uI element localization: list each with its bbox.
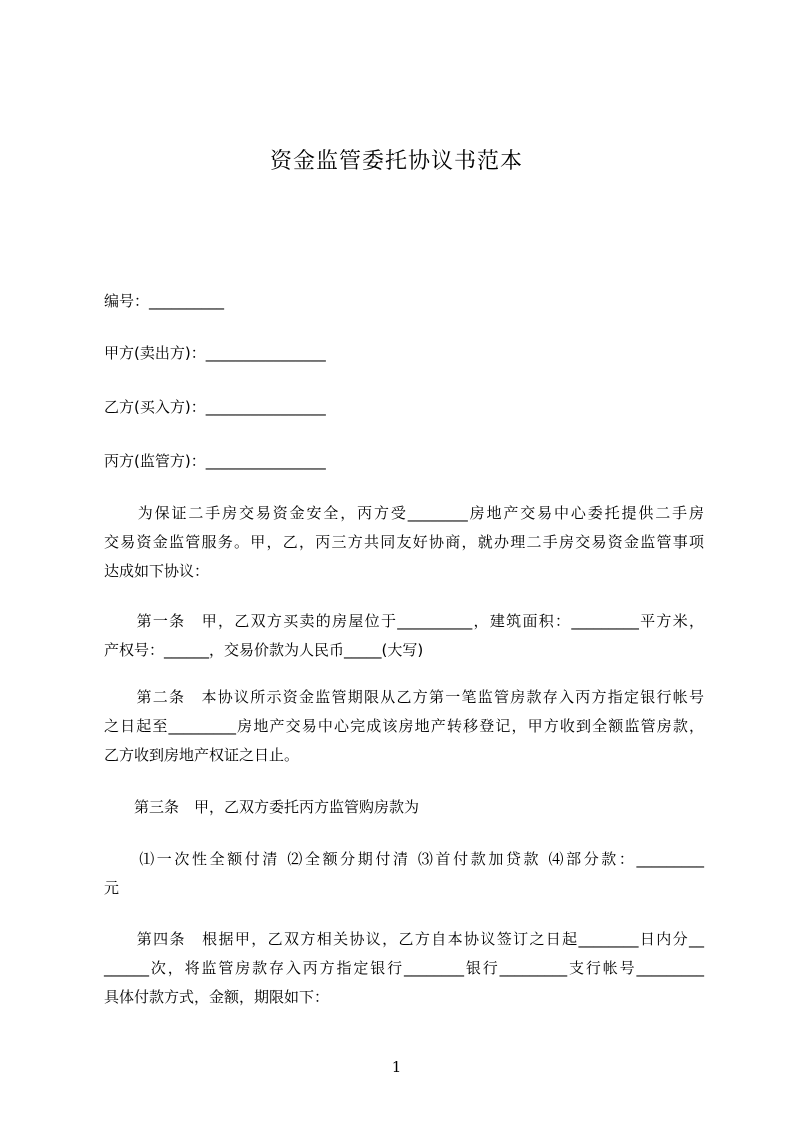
preamble-line: 为保证二手房交易资金安全，丙方受________房地产交易中心委托提供二手房 [104,504,704,522]
article-4-line: 具体付款方式，金额，期限如下： [104,988,330,1006]
party-b-field: 乙方(买入方)：________________ [104,398,326,416]
page-number: 1 [391,1058,402,1076]
article-1-line: 产权号：______，交易价款为人民币_____(大写) [104,641,424,659]
article-4-line: 第四条 根据甲，乙双方相关协议，乙方自本协议签订之日起________日内分__ [104,930,704,948]
article-4-paragraph [104,932,704,1019]
article-3-heading: 第三条 甲，乙双方委托丙方监管购房款为 [104,798,420,816]
article-1-line: 第一条 甲，乙双方买卖的房屋位于__________，建筑面积：_________平方米， [104,612,704,630]
contract-number-field: 编号：__________ [104,292,225,310]
article-2-paragraph [104,690,704,777]
article-3-options-line: ⑴一次性全额付清 ⑵全额分期付清 ⑶首付款加贷款 ⑷部分款：_________ [104,850,704,868]
party-c-field: 丙方(监管方)：________________ [104,452,326,470]
document-title: 资金监管委托协议书范本 [269,149,523,174]
article-4-line: ______次，将监管房款存入丙方指定银行________银行_________支行帐号_________ [104,959,704,977]
article-2-line: 乙方收到房地产权证之日止。 [104,746,300,764]
party-a-field: 甲方(卖出方)：________________ [104,344,326,362]
preamble-line: 达成如下协议： [104,562,210,580]
article-2-line: 第二条 本协议所示资金监管期限从乙方第一笔监管房款存入丙方指定银行帐号 [104,688,704,706]
article-1-paragraph [104,614,704,672]
article-3-options-line: 元 [104,879,120,897]
preamble-line: 交易资金监管服务。甲，乙，丙三方共同友好协商，就办理二手房交易资金监管事项 [104,533,704,551]
preamble-paragraph [104,506,704,593]
article-3-options [104,852,704,910]
article-2-line: 之日起至_________房地产交易中心完成该房地产转移登记，甲方收到全额监管房款， [104,717,704,735]
